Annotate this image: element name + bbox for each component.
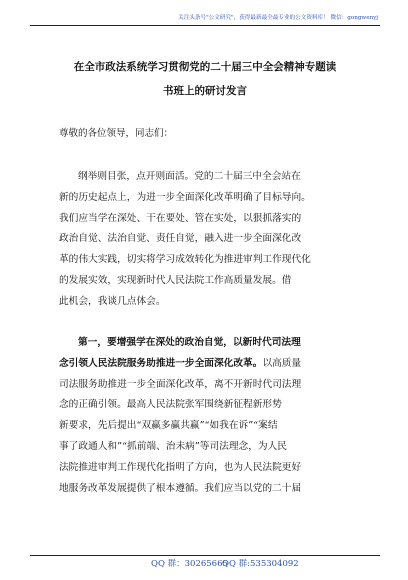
footer-qq-group-1: QQ 群：30265665 <box>151 559 228 569</box>
header-divider <box>30 25 380 26</box>
paragraph-2-line: 法院推进审判工作现代化指明了方向，也为人民法院更好 <box>59 461 302 473</box>
paragraph-1-line: 此机会，我谈几点体会。 <box>59 295 166 307</box>
title-line-1: 在全市政法系统学习贯彻党的二十届三中全会精神专题读 <box>73 61 337 73</box>
paragraph-1-line: 的发展实效，实现新时代人民法院工作高质量发展。借 <box>59 274 292 286</box>
footer-qq-group-2: QQ 群:535304092 <box>222 559 299 569</box>
title-line-2: 书班上的研讨发言 <box>163 85 247 97</box>
paragraph-1-line: 我们应当学在深处、干在要处、管在实处，以狠抓落实的 <box>59 212 302 224</box>
paragraph-2-line: 事了政通人和”“抓前端、治未病”等司法理念，为人民 <box>59 440 287 452</box>
paragraph-2 <box>59 333 359 499</box>
paragraph-2-line: 地服务改革发展提供了根本遵循。我们应当以党的二十届 <box>59 482 302 494</box>
paragraph-2-lead-text: 念引领人民法院服务助推进一步全面深化改革。 <box>59 357 263 369</box>
paragraph-2-tail-text: 以高质量 <box>262 357 302 369</box>
footer-divider <box>30 555 380 556</box>
paragraph-2-line <box>59 354 359 375</box>
paragraph-1-line: 革的伟大实践，切实将学习成效转化为推进审判工作现代化 <box>59 254 311 266</box>
paragraph-1 <box>59 167 359 313</box>
paragraph-2-line: 念的正确引领。最高人民法院张军围绕新征程新形势 <box>59 399 282 411</box>
header-banner: 关注头条号"公文研究"，获得最新最全最专业的公文资料库！ 微信：gongwenyj <box>178 15 378 21</box>
paragraph-1-line: 新的历史起点上，为进一步全面深化改革明确了目标导向。 <box>59 191 311 203</box>
document-title <box>30 55 380 103</box>
paragraph-1-line: 纲举则目张，点开则面活。党的二十届三中全会站在 <box>78 171 301 182</box>
paragraph-2-lead-line: 第一，要增强学在深处的政治自觉，以新时代司法理 <box>78 337 301 348</box>
paragraph-1-line: 政治自觉、法治自觉、责任自觉，融入进一步全面深化改 <box>59 233 302 245</box>
salutation: 尊敬的各位领导，同志们： <box>59 128 174 139</box>
paragraph-2-line: 新要求，先后提出“双赢多赢共赢”“如我在诉”“案结 <box>59 420 278 432</box>
paragraph-2-line: 司法服务助推进一步全面深化改革，离不开新时代司法理 <box>59 378 302 390</box>
